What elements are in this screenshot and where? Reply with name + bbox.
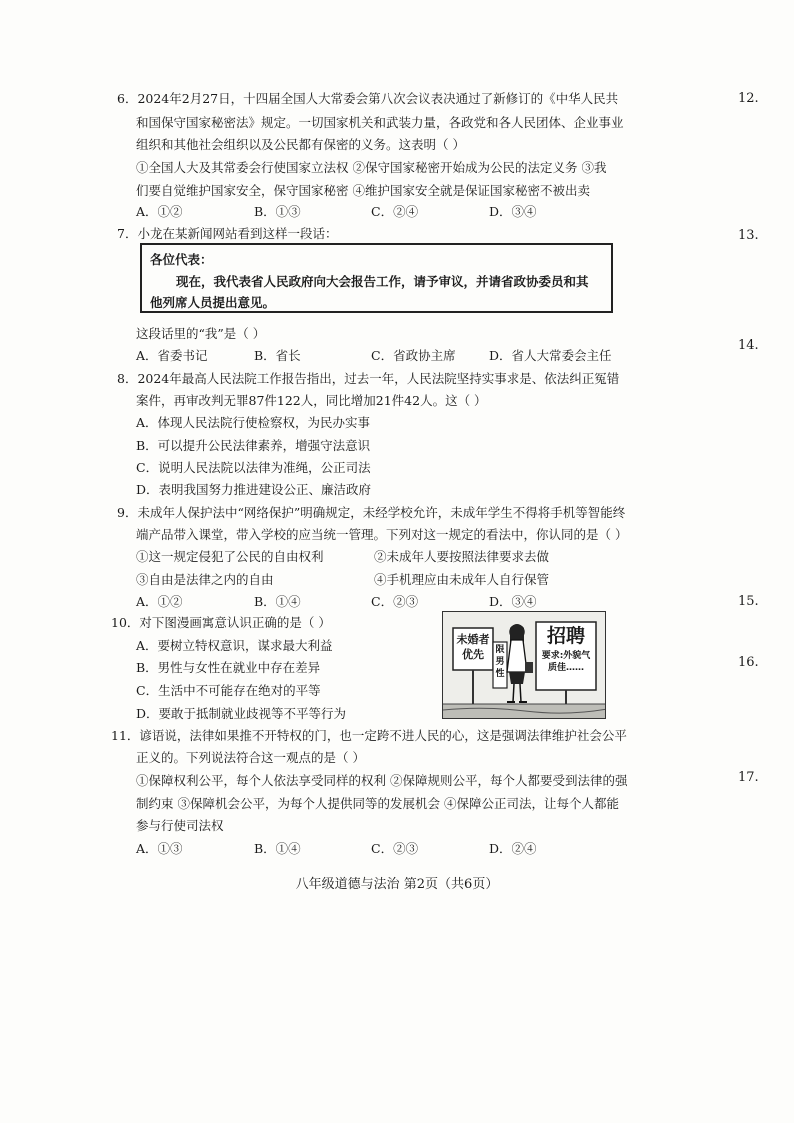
- q7-option-c: C．省政协主席: [371, 348, 456, 363]
- q10-option-a: A．要树立特权意识，谋求最大利益: [136, 638, 333, 653]
- q6-option-d: D．③④: [489, 204, 537, 219]
- q6-line-2: 和国保守国家秘密法》规定。一切国家机关和武装力量，各政党和各人民团体、企业事业: [136, 115, 624, 130]
- q9-option-c: C．②③: [371, 594, 419, 609]
- side-number-15: 15.: [738, 594, 759, 609]
- q7-quote-box: [140, 243, 613, 313]
- q6-line-4: ①全国人大及其常委会行使国家立法权 ②保守国家秘密开始成为公民的法定义务 ③我: [136, 160, 607, 175]
- q11-line-2: 正义的。下列说法符合这一观点的是（ ）: [136, 750, 365, 765]
- q9-statement-3: ③自由是法律之内的自由: [136, 572, 274, 587]
- q7-box-line-2: 现在，我代表省人民政府向大会报告工作，请予审议，并请省政协委员和其: [176, 274, 589, 289]
- q7-option-b: B．省长: [254, 348, 301, 363]
- q9-statement-1: ①这一规定侵犯了公民的自由权利: [136, 549, 324, 564]
- q11-line-3: ①保障权利公平，每个人依法享受同样的权利 ②保障规则公平，每个人都要受到法律的强: [136, 773, 628, 788]
- q7-option-a: A．省委书记: [136, 348, 208, 363]
- q7-line-1: 7．小龙在某新闻网站看到这样一段话：: [117, 226, 338, 241]
- q10-option-b: B．男性与女性在就业中存在差异: [136, 660, 321, 675]
- q9-statement-2: ②未成年人要按照法律要求去做: [374, 549, 550, 564]
- q7-box-line-3: 他列席人员提出意见。: [150, 295, 276, 310]
- q8-option-c: C．说明人民法院以法律为准绳，公正司法: [136, 460, 371, 475]
- q11-option-a: A．①③: [136, 841, 183, 856]
- q8-option-a: A．体现人民法院行使检察权，为民办实事: [136, 415, 371, 430]
- q7-box-greeting: 各位代表：: [150, 252, 213, 267]
- q10-line-1: 10．对下图漫画寓意认识正确的是（ ）: [111, 615, 331, 630]
- q9-line-2: 端产品带入课堂，带入学校的应当统一管理。下列对这一规定的看法中，你认同的是（ ）: [136, 527, 628, 542]
- comic-sign-left: 未婚者优先: [456, 633, 490, 661]
- q6-option-c: C．②④: [371, 204, 419, 219]
- q10-option-d: D．要敢于抵制就业歧视等不平等行为: [136, 706, 347, 721]
- side-number-17: 17.: [738, 770, 759, 785]
- q7-option-d: D．省人大常委会主任: [489, 348, 612, 363]
- comic-sign-right-title: 招聘: [546, 625, 585, 647]
- q6-option-a: A．①②: [136, 204, 183, 219]
- q9-option-d: D．③④: [489, 594, 537, 609]
- q11-line-5: 参与行使司法权: [136, 818, 224, 833]
- q6-line-3: 组织和其他社会组织以及公民都有保密的义务。这表明（ ）: [136, 137, 465, 152]
- q8-option-d: D．表明我国努力推进建设公正、廉洁政府: [136, 482, 372, 497]
- side-number-12: 12.: [738, 91, 759, 106]
- q9-option-b: B．①④: [254, 594, 301, 609]
- q7-line-2: 这段话里的“我”是（ ）: [136, 326, 266, 341]
- q11-option-d: D．②④: [489, 841, 537, 856]
- q11-line-1: 11．谚语说，法律如果推不开特权的门，也一定跨不进人民的心，这是强调法律维护社会公平: [111, 728, 627, 743]
- q9-line-1: 9．未成年人保护法中“网络保护”明确规定，未经学校允许，未成年学生不得将手机等智能终: [117, 505, 626, 520]
- q8-line-2: 案件，再审改判无罪87件122人，同比增加21件42人。这（ ）: [136, 393, 487, 408]
- page-footer: 八年级道德与法治 第2页（共6页）: [295, 877, 499, 892]
- q11-option-b: B．①④: [254, 841, 301, 856]
- comic-sign-middle: 限男性: [495, 645, 505, 679]
- q10-comic: [442, 611, 606, 719]
- q11-line-4: 制约束 ③保障机会公平，为每个人提供同等的发展机会 ④保障公正司法，让每个人都能: [136, 796, 619, 811]
- comic-sign-right-text: 要求:外貌气质佳……: [541, 651, 591, 673]
- q9-statement-4: ④手机理应由未成年人自行保管: [374, 572, 550, 587]
- q9-option-a: A．①②: [136, 594, 183, 609]
- q11-option-c: C．②③: [371, 841, 419, 856]
- side-number-13: 13.: [738, 228, 759, 243]
- side-number-14: 14.: [738, 338, 759, 353]
- q8-line-1: 8．2024年最高人民法院工作报告指出，过去一年，人民法院坚持实事求是、依法纠正冤错: [117, 371, 620, 386]
- q10-option-c: C．生活中不可能存在绝对的平等: [136, 683, 321, 698]
- q6-option-b: B．①③: [254, 204, 301, 219]
- q8-option-b: B．可以提升公民法律素养，增强守法意识: [136, 438, 371, 453]
- q6-line-1: 6．2024年2月27日，十四届全国人大常委会第八次会议表决通过了新修订的《中华人民共: [117, 91, 619, 106]
- side-number-16: 16.: [738, 655, 759, 670]
- q6-line-5: 们要自觉维护国家安全，保守国家秘密 ④维护国家安全就是保证国家秘密不被出卖: [136, 183, 590, 198]
